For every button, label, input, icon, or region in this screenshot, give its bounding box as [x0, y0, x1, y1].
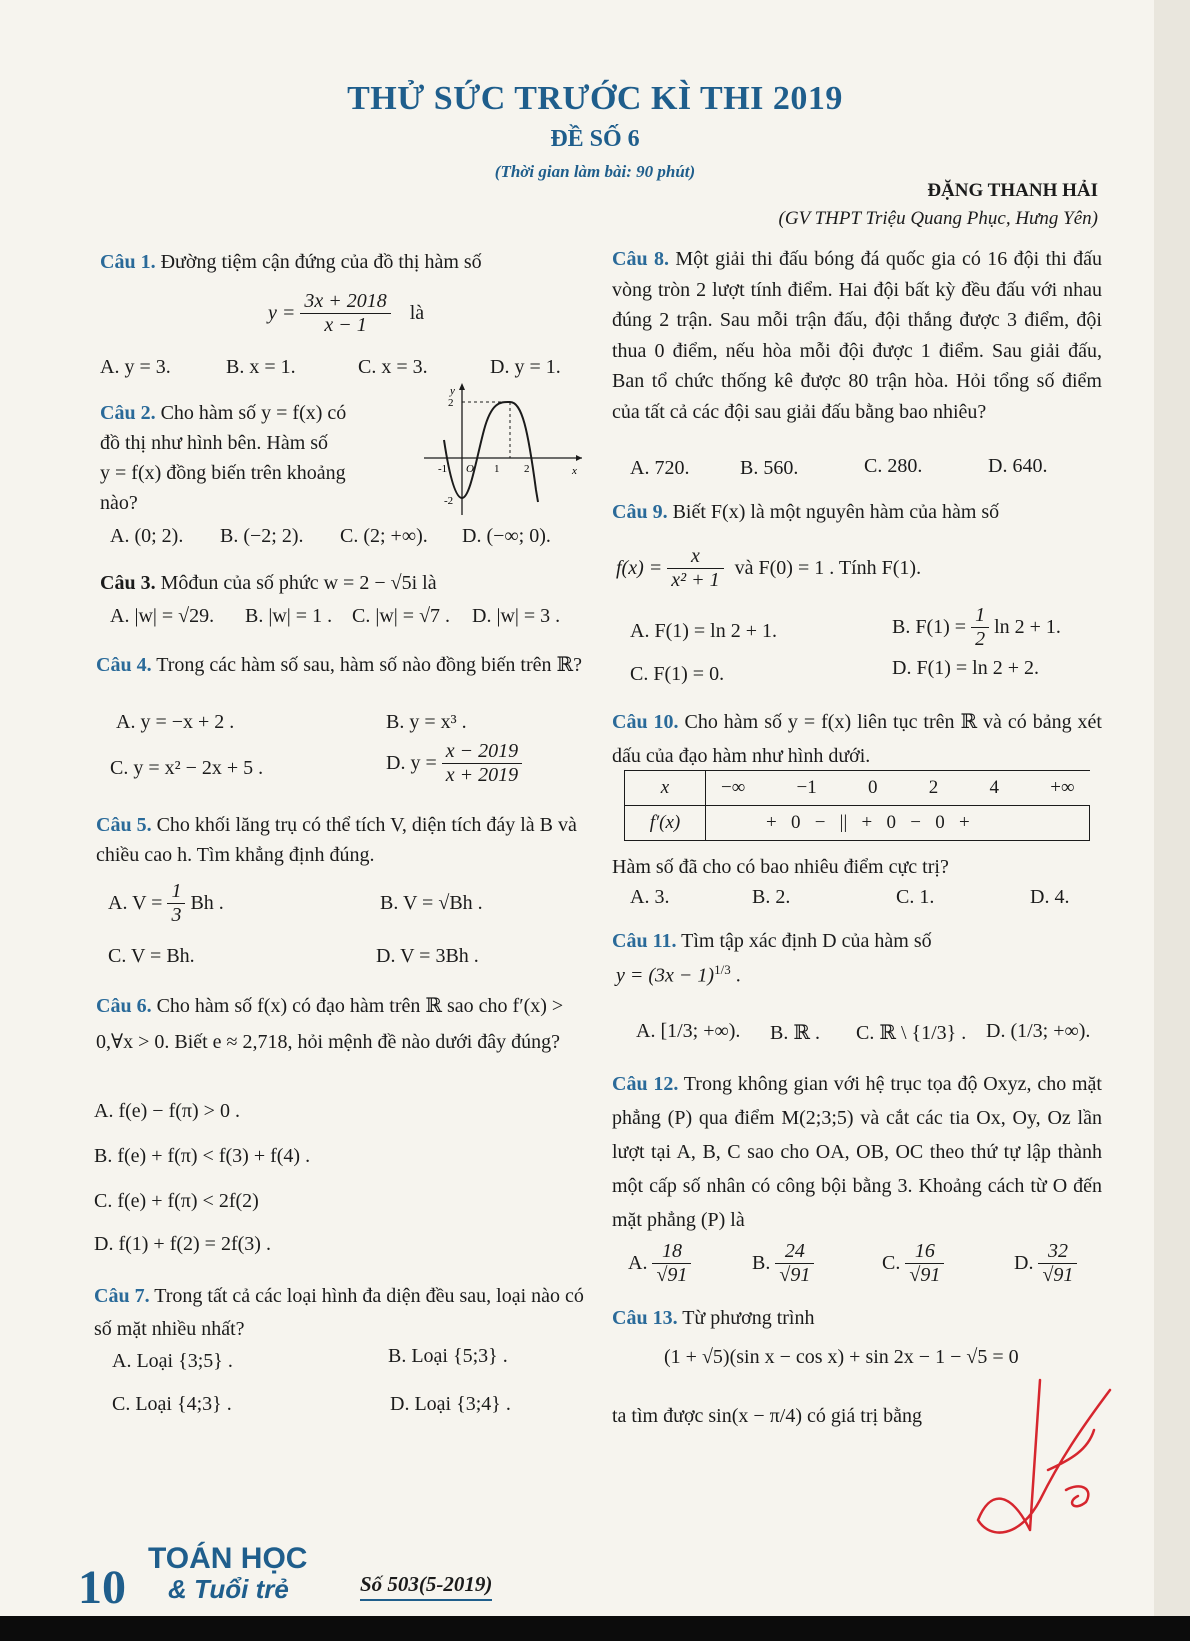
q9-option-c: C. F(1) = 0.	[630, 663, 725, 685]
q1-option-b: B. x = 1.	[226, 356, 296, 378]
page-title: THỬ SỨC TRƯỚC KÌ THI 2019	[347, 80, 843, 117]
q8-option-a: A. 720.	[630, 457, 690, 479]
denominator: √91	[1042, 1264, 1074, 1286]
q3-option-c: C. |w| = √7 .	[352, 605, 451, 627]
question-number: Câu 12.	[612, 1073, 679, 1095]
q2-option-d: D. (−∞; 0).	[462, 525, 551, 547]
option-label: B.	[752, 1252, 771, 1274]
q13-equation: (1 + √5)(sin x − cos x) + sin 2x − 1 − √5 = 0	[664, 1346, 1019, 1368]
magazine-logo-bottom: & Tuổi trẻ	[168, 1574, 289, 1604]
numerator: 1	[167, 880, 185, 904]
fraction	[167, 880, 185, 927]
question-text: Trong các hàm số sau, hàm số nào đồng biến trên ℝ?	[156, 654, 583, 676]
denominator: x − 1	[324, 314, 367, 336]
fraction	[1038, 1240, 1077, 1287]
page-number: 10	[78, 1561, 126, 1614]
author-name: ĐẶNG THANH HẢI	[927, 180, 1098, 201]
x-tick-1: 1	[494, 463, 500, 475]
fraction	[905, 1240, 944, 1287]
option-label: D.	[1014, 1252, 1034, 1274]
question-number: Câu 6.	[96, 995, 152, 1017]
formula-lhs: f(x) =	[616, 557, 663, 579]
option-label: D. y =	[386, 752, 437, 774]
y-tick-2: 2	[448, 397, 454, 409]
fraction	[667, 545, 723, 592]
table-cell	[706, 771, 1090, 806]
q7-option-a: A. Loại {3;5} .	[112, 1350, 233, 1372]
fraction	[971, 604, 989, 651]
denominator: √91	[909, 1264, 941, 1286]
q2-option-b: B. (−2; 2).	[220, 525, 304, 547]
question-4	[96, 650, 590, 680]
q8-option-c: C. 280.	[864, 455, 923, 477]
question-text: Trong tất cả các loại hình đa diện đều sau, loại nào có số mặt nhiều nhất?	[94, 1285, 584, 1340]
q1-option-c: C. x = 3.	[358, 356, 428, 378]
q9-option-b	[892, 604, 1061, 651]
x-axis-label: x	[572, 465, 577, 477]
formula-tail: là	[409, 302, 425, 324]
q5-option-a	[108, 880, 224, 927]
numerator: 32	[1038, 1240, 1077, 1264]
y-tick-minus-2: -2	[444, 495, 454, 507]
question-number: Câu 2.	[100, 402, 156, 424]
fraction	[775, 1240, 814, 1287]
y-axis-label: y	[450, 385, 455, 397]
question-8	[612, 244, 1102, 427]
header-derivative: f′(x)	[625, 806, 706, 841]
numerator: x − 2019	[442, 740, 522, 764]
derivative-sign-table	[624, 770, 1090, 841]
q2-option-a: A. (0; 2).	[110, 525, 184, 547]
x-tick-2: 2	[524, 463, 530, 475]
x-value: −1	[796, 777, 817, 798]
question-text: Cho khối lăng trụ có thể tích V, diện tích đáy là B và chiều cao h. Tìm khẳng định đúng.	[96, 814, 577, 866]
x-value: −∞	[721, 777, 746, 798]
question-text: Đường tiệm cận đứng của đồ thị hàm số	[160, 251, 482, 273]
signature-strokes	[978, 1380, 1110, 1533]
question-number: Câu 5.	[96, 814, 152, 836]
q6-option-a: A. f(e) − f(π) > 0 .	[94, 1100, 240, 1122]
question-3	[100, 568, 590, 598]
q3-option-b: B. |w| = 1 .	[245, 605, 333, 627]
option-label: B. F(1) =	[892, 616, 967, 638]
table-row	[625, 771, 1090, 806]
question-5	[96, 810, 590, 870]
magazine-logo-top: TOÁN HỌC	[148, 1542, 308, 1575]
question-13	[612, 1303, 1102, 1333]
question-number: Câu 9.	[612, 501, 668, 523]
question-number: Câu 3.	[100, 572, 156, 594]
question-9	[612, 497, 1102, 527]
q10-option-a: A. 3.	[630, 886, 670, 908]
question-text-line3: y = f(x) đồng biến trên khoảng	[100, 462, 346, 484]
exponent: 1/3	[714, 962, 731, 977]
q4-option-d	[386, 740, 522, 787]
q7-option-c: C. Loại {4;3} .	[112, 1393, 232, 1415]
x-value: 2	[928, 777, 939, 798]
q9-option-a: A. F(1) = ln 2 + 1.	[630, 620, 778, 642]
question-6	[96, 988, 590, 1060]
option-label: A.	[628, 1252, 648, 1274]
q11-option-b: B. ℝ .	[770, 1022, 820, 1044]
q8-option-b: B. 560.	[740, 457, 799, 479]
q5-option-d: D. V = 3Bh .	[376, 945, 479, 967]
q12-option-b	[752, 1240, 814, 1287]
question-text: Một giải thi đấu bóng đá quốc gia có 16 đội thi đấu vòng tròn 2 lượt tính điểm. Hai đội bất kỳ đều đấu với nhau đúng 2 trận. Sau mỗi trận đấu, đội thắng được 3 điểm, đội thua 0 điểm, nếu hòa mỗi đội được 1 điểm. Sau giải đấu, Ban tổ chức thống kê được 80 trận hòa. Hỏi tổng số điểm của tất cả các đội sau giải đấu bằng bao nhiêu?	[612, 248, 1103, 423]
q6-option-c: C. f(e) + f(π) < 2f(2)	[94, 1190, 259, 1212]
q8-option-d: D. 640.	[988, 455, 1048, 477]
question-text: Cho hàm số f(x) có đạo hàm trên ℝ sao cho f′(x) > 0,∀x > 0. Biết e ≈ 2,718, hỏi mệnh đề nào dưới đây đúng?	[96, 995, 564, 1053]
denominator: √91	[779, 1264, 811, 1286]
fraction	[442, 740, 522, 787]
denominator: x + 2019	[445, 764, 519, 786]
question-number: Câu 4.	[96, 654, 152, 676]
q5-option-b: B. V = √Bh .	[380, 892, 483, 914]
q9-formula	[616, 545, 921, 592]
question-number: Câu 11.	[612, 930, 677, 952]
question-text: Tìm tập xác định D của hàm số	[681, 930, 932, 952]
numerator: 24	[775, 1240, 814, 1264]
q11-option-a: A. [1/3; +∞).	[636, 1020, 741, 1042]
numerator: 16	[905, 1240, 944, 1264]
header-x: x	[625, 771, 706, 806]
q11-option-d: D. (1/3; +∞).	[986, 1020, 1091, 1042]
option-label: A. V =	[108, 892, 163, 914]
numerator: 18	[652, 1240, 691, 1264]
question-text: Môđun của số phức w = 2 − √5i là	[160, 572, 437, 594]
formula-lhs: y =	[268, 302, 296, 324]
question-7	[94, 1280, 590, 1346]
q1-option-d: D. y = 1.	[490, 356, 561, 378]
question-11	[612, 926, 1102, 956]
x-value: 0	[867, 777, 878, 798]
question-text-line4: nào?	[100, 492, 138, 514]
q3-option-d: D. |w| = 3 .	[472, 605, 561, 627]
table-row	[625, 806, 1090, 841]
q2-option-c: C. (2; +∞).	[340, 525, 428, 547]
q4-option-a: A. y = −x + 2 .	[116, 711, 235, 733]
numerator: 3x + 2018	[300, 290, 390, 314]
issue-number: Số 503(5-2019)	[360, 1572, 492, 1601]
q12-option-a	[628, 1240, 691, 1287]
q2-function-graph	[424, 380, 589, 520]
q7-option-b: B. Loại {5;3} .	[388, 1345, 508, 1367]
x-arrow	[576, 455, 582, 461]
question-1	[100, 247, 590, 277]
function-curve	[444, 402, 538, 502]
question-number: Câu 1.	[100, 251, 156, 273]
question-text: Từ phương trình	[682, 1307, 815, 1329]
exam-number: ĐỀ SỐ 6	[550, 126, 640, 152]
question-text: Trong không gian với hệ trục tọa độ Oxyz, cho mặt phẳng (P) qua điểm M(2;3;5) và cắt các tia Ox, Oy, Oz lần lượt tại A, B, C sao cho OA, OB, OC theo thứ tự lập thành một cấp số nhân có công bội bằng 3. Khoảng cách từ O đến mặt phẳng (P) là	[612, 1073, 1102, 1231]
exam-time: (Thời gian làm bài: 90 phút)	[494, 162, 696, 181]
q10-option-b: B. 2.	[752, 886, 791, 908]
x-tick-minus-1: -1	[438, 463, 448, 475]
q9-option-d: D. F(1) = ln 2 + 2.	[892, 657, 1040, 679]
signature-mark	[970, 1370, 1120, 1550]
q4-option-c: C. y = x² − 2x + 5 .	[110, 757, 264, 779]
formula: y = (3x − 1)	[616, 964, 715, 987]
numerator: x	[667, 545, 723, 569]
y-arrow	[459, 383, 465, 390]
question-text: Biết F(x) là một nguyên hàm của hàm số	[672, 501, 1000, 523]
question-12	[612, 1067, 1102, 1237]
author-affiliation: (GV THPT Triệu Quang Phục, Hưng Yên)	[778, 208, 1098, 229]
q11-formula: $y = (3x - 1)^{1/3}$ .	[616, 962, 741, 987]
question-number: Câu 13.	[612, 1307, 678, 1329]
x-values	[707, 777, 1089, 799]
q6-option-d: D. f(1) + f(2) = 2f(3) .	[94, 1233, 271, 1255]
origin-label: O	[466, 463, 474, 475]
q5-option-c: C. V = Bh.	[108, 945, 195, 967]
q12-option-d	[1014, 1240, 1077, 1287]
fraction	[300, 290, 390, 337]
question-10-sub: Hàm số đã cho có bao nhiêu điểm cực trị?	[612, 856, 949, 878]
numerator: 1	[971, 604, 989, 628]
question-2	[100, 398, 400, 518]
question-number: Câu 8.	[612, 248, 669, 270]
q4-option-b: B. y = x³ .	[386, 711, 467, 733]
option-tail: Bh .	[190, 892, 224, 914]
q10-option-d: D. 4.	[1030, 886, 1070, 908]
option-tail: ln 2 + 1.	[994, 616, 1061, 638]
question-text-line2: đồ thị như hình bên. Hàm số	[100, 432, 329, 454]
x-value: 4	[989, 777, 999, 798]
q1-formula	[268, 290, 424, 337]
q1-option-a: A. y = 3.	[100, 356, 171, 378]
q3-option-a: A. |w| = √29.	[110, 605, 215, 627]
fraction	[652, 1240, 691, 1287]
q13-tail: ta tìm được sin(x − π/4) có giá trị bằng	[612, 1405, 922, 1427]
q12-option-c	[882, 1240, 944, 1287]
q10-option-c: C. 1.	[896, 886, 935, 908]
x-value: +∞	[1050, 777, 1075, 798]
question-text: Cho hàm số y = f(x) liên tục trên ℝ và có bảng xét dấu của đạo hàm như hình dưới.	[612, 711, 1102, 767]
scan-bottom-border	[0, 1616, 1190, 1641]
q7-option-d: D. Loại {3;4} .	[390, 1393, 511, 1415]
denominator: √91	[656, 1264, 688, 1286]
sign-row: + 0 − || + 0 − 0 +	[706, 806, 1090, 841]
formula-tail: và F(0) = 1 . Tính F(1).	[734, 557, 922, 579]
denominator: 3	[171, 904, 182, 926]
question-number: Câu 7.	[94, 1285, 150, 1307]
denominator: x² + 1	[671, 569, 720, 591]
denominator: 2	[975, 628, 986, 650]
option-label: C.	[882, 1252, 901, 1274]
q11-option-c: C. ℝ \ {1/3} .	[856, 1022, 967, 1044]
question-text-line1: Cho hàm số y = f(x) có	[160, 402, 347, 424]
q6-option-b: B. f(e) + f(π) < f(3) + f(4) .	[94, 1145, 311, 1167]
page-edge	[1154, 0, 1190, 1641]
question-number: Câu 10.	[612, 711, 679, 733]
question-10	[612, 705, 1102, 773]
